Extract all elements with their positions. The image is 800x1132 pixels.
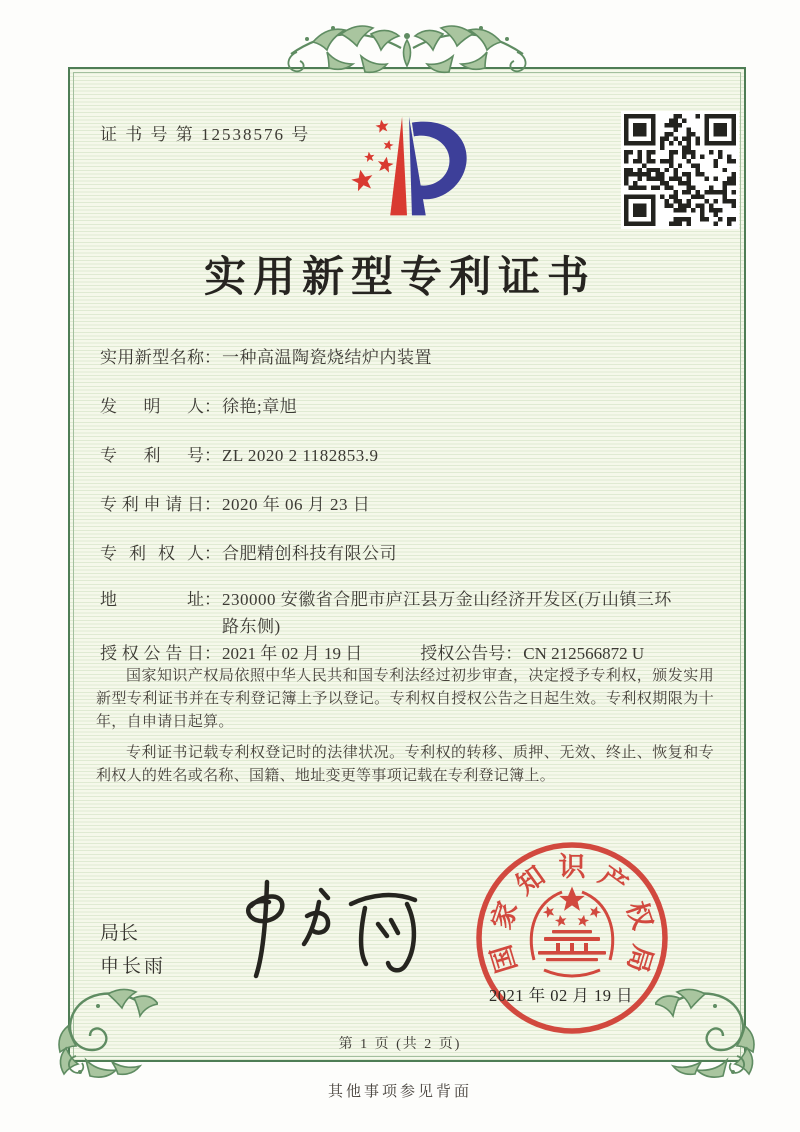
- field-colon: ：: [204, 544, 221, 563]
- legal-paragraph-2: 专利证书记载专利权登记时的法律状况。专利权的转移、质押、无效、终止、恢复和专利权人的姓名或名称、国籍、地址变更等事项记载在专利登记簿上。: [96, 745, 714, 784]
- field-row-utility-model-name: [100, 344, 700, 371]
- top-center-flourish-icon: [283, 12, 531, 84]
- svg-text:国: 国: [485, 941, 523, 977]
- qr-code: [621, 111, 739, 229]
- field-row-inventor: [100, 393, 700, 420]
- field-label: 授权公告日: [100, 644, 204, 663]
- certificate-title: 实用新型专利证书: [203, 255, 596, 301]
- page-indicator: 第 1 页 (共 2 页): [338, 1037, 462, 1052]
- svg-text:家: 家: [486, 897, 524, 933]
- field-colon: ：: [204, 590, 221, 609]
- grant-number-pair: [420, 640, 644, 667]
- grant-date-pair: [100, 640, 362, 667]
- svg-text:权: 权: [620, 897, 658, 933]
- field-colon: ：: [204, 397, 221, 416]
- field-label: 专利权人: [100, 544, 204, 563]
- field-row-address: [100, 586, 685, 640]
- commissioner-name: 申长雨: [100, 956, 167, 977]
- commissioner-signature-icon: [215, 876, 430, 984]
- field-value: 2020 年 06 月 23 日: [222, 495, 371, 514]
- field-row-patentee: [100, 540, 700, 567]
- back-side-note: 其他事项参见背面: [327, 1084, 472, 1100]
- field-colon: ：: [204, 446, 221, 465]
- legal-paragraph-1: 国家知识产权局依照中华人民共和国专利法经过初步审查，决定授予专利权，颁发实用新型专利证书并在专利登记簿上予以登记。专利权自授权公告之日起生效。专利权期限为十年，自申请日起算。: [96, 668, 714, 730]
- field-label: 发明人: [100, 397, 204, 416]
- field-value: 2021 年 02 月 19 日: [222, 644, 363, 663]
- cnipa-logo-icon: [333, 108, 481, 230]
- field-value: 一种高温陶瓷烧结炉内装置: [222, 348, 432, 367]
- commissioner-title: 局长: [100, 923, 139, 944]
- field-label: 专利申请日: [100, 495, 204, 514]
- seal-date: 2021 年 02 月 19 日: [489, 986, 634, 1005]
- field-value: CN 212566872 U: [523, 644, 645, 663]
- svg-text:知: 知: [510, 860, 551, 901]
- field-colon: ：: [505, 644, 523, 663]
- field-label: 地址: [100, 590, 204, 609]
- field-colon: ：: [204, 348, 221, 367]
- field-label: 专利号: [100, 446, 204, 465]
- field-label: 授权公告号: [420, 644, 506, 663]
- field-label: 实用新型名称: [100, 348, 204, 367]
- field-value: 合肥精创科技有限公司: [222, 544, 397, 563]
- field-row-patent-number: [100, 442, 700, 469]
- svg-text:产: 产: [593, 860, 634, 901]
- legal-text-block: [96, 665, 714, 788]
- svg-text:局: 局: [621, 941, 659, 977]
- field-row-filing-date: [100, 491, 700, 518]
- field-row-grant: [100, 640, 700, 667]
- field-value: 230000 安徽省合肥市庐江县万金山经济开发区(万山镇三环路东侧): [222, 590, 672, 636]
- field-colon: ：: [204, 495, 221, 514]
- certificate-number: 证 书 号 第 12538576 号: [100, 125, 311, 144]
- field-value: ZL 2020 2 1182853.9: [222, 446, 379, 465]
- field-value: 徐艳;章旭: [222, 397, 298, 416]
- cnipa-official-seal-icon: [472, 838, 672, 1038]
- field-colon: ：: [204, 644, 221, 663]
- svg-text:识: 识: [558, 852, 586, 882]
